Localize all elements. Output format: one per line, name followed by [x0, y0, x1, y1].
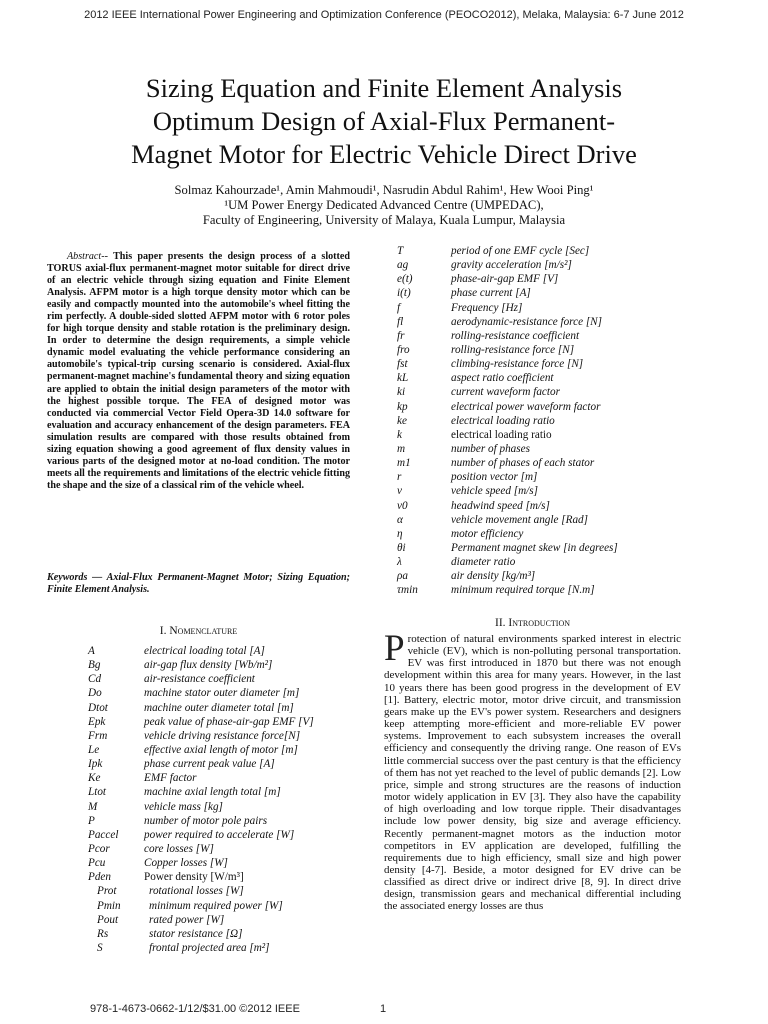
nomenclature-row — [397, 569, 697, 583]
nomenclature-symbol: Ltot — [88, 786, 107, 799]
nomenclature-row — [397, 301, 697, 315]
nomenclature-symbol: i(t) — [397, 287, 411, 300]
nomenclature-row — [88, 686, 368, 700]
nomenclature-definition: climbing-resistance force [N] — [451, 358, 584, 371]
nomenclature-definition: aerodynamic-resistance force [N] — [451, 315, 602, 328]
nomenclature-row — [397, 385, 697, 399]
nomenclature-symbol: fr — [397, 329, 405, 342]
nomenclature-row — [397, 513, 697, 527]
nomenclature-definition: machine stator outer diameter [m] — [144, 687, 300, 700]
nomenclature-symbol: Prot — [97, 885, 117, 898]
nomenclature-row — [397, 442, 697, 456]
nomenclature-definition: Copper losses [W] — [144, 857, 228, 870]
nomenclature-symbol: fro — [397, 343, 410, 356]
nomenclature-row — [397, 583, 697, 597]
nomenclature-definition: Permanent magnet skew [in degrees] — [451, 541, 618, 554]
nomenclature-definition: vehicle speed [m/s] — [451, 485, 538, 498]
nomenclature-symbol: kp — [397, 400, 408, 413]
nomenclature-definition: minimum required torque [N.m] — [451, 584, 595, 597]
nomenclature-definition: number of motor pole pairs — [144, 814, 268, 827]
nomenclature-row — [88, 884, 368, 898]
introduction-body — [384, 628, 681, 913]
nomenclature-row — [88, 785, 368, 799]
nomenclature-row — [88, 856, 368, 870]
nomenclature-row — [88, 941, 368, 955]
nomenclature-row — [397, 371, 697, 385]
nomenclature-symbol: Pcor — [88, 842, 110, 855]
nomenclature-row — [397, 428, 697, 442]
introduction-heading — [384, 617, 681, 629]
nomenclature-row — [397, 414, 697, 428]
nomenclature-definition: vehicle movement angle [Rad] — [451, 513, 588, 526]
nomenclature-symbol: e(t) — [397, 273, 413, 286]
nomenclature-definition: rated power [W] — [149, 913, 225, 926]
page-number: 1 — [380, 1003, 387, 1015]
nomenclature-definition: frontal projected area [m²] — [149, 941, 270, 954]
nomenclature-row — [88, 757, 368, 771]
nomenclature-symbol: Rs — [97, 927, 109, 940]
nomenclature-symbol: Bg — [88, 659, 101, 672]
nomenclature-row — [88, 828, 368, 842]
nomenclature-definition: phase-air-gap EMF [V] — [451, 273, 559, 286]
nomenclature-row — [397, 484, 697, 498]
nomenclature-definition: stator resistance [Ω] — [149, 927, 243, 940]
nomenclature-row — [88, 842, 368, 856]
section-number: II. — [494, 617, 509, 629]
nomenclature-symbol: τmin — [397, 584, 418, 597]
nomenclature-row — [397, 329, 697, 343]
nomenclature-definition: vehicle driving resistance force[N] — [144, 729, 301, 742]
affiliation-line: ¹UM Power Energy Dedicated Advanced Centre (UMPEDAC), — [224, 198, 544, 212]
nomenclature-definition: number of phases of each stator — [451, 457, 595, 470]
affiliation-line: Faculty of Engineering, University of Malaya, Kuala Lumpur, Malaysia — [202, 213, 566, 227]
nomenclature-definition: electrical loading ratio — [451, 428, 552, 441]
nomenclature-symbol: Ipk — [88, 758, 103, 771]
drop-cap: P — [384, 628, 405, 669]
nomenclature-symbol: P — [88, 814, 95, 827]
nomenclature-symbol: ag — [397, 259, 409, 272]
nomenclature-symbol: fst — [397, 358, 408, 371]
nomenclature-definition: EMF factor — [144, 772, 197, 785]
nomenclature-symbol: Ke — [88, 772, 101, 785]
nomenclature-definition: vehicle mass [kg] — [144, 800, 223, 813]
nomenclature-symbol: A — [88, 645, 95, 657]
nomenclature-symbol: v — [397, 485, 402, 498]
nomenclature-definition: Power density [W/m³] — [144, 871, 244, 884]
abstract-label: Abstract-- — [67, 251, 108, 262]
title-line: Magnet Motor for Electric Vehicle Direct Drive — [131, 139, 637, 169]
nomenclature-symbol: Epk — [88, 715, 106, 728]
nomenclature-symbol: kL — [397, 372, 409, 385]
nomenclature-row — [88, 729, 368, 743]
nomenclature-definition: Frequency [Hz] — [451, 301, 523, 314]
nomenclature-definition: diameter ratio — [451, 556, 516, 569]
nomenclature-definition: air-gap flux density [Wb/m²] — [144, 659, 273, 672]
paper-title — [60, 72, 708, 171]
abstract-text: This paper presents the design process of a slotted TORUS axial-flux permanent-magnet motor suitable for direct drive of an electric vehicle through sizing equation and Finite Element Analysis. AFPM motor is a high torque density motor which can be easily and compactly mounted into the automobile's wheel fitting the rim perfectly. A double-sided slotted AFPM motor with 6 rotor poles for high torque density and stable rotation is the preliminary design. In order to determine the design requirements, a simple vehicle dynamic model evaluating the vehicle performance considering an automobile's typical-trip cursing scenario is considered. Axial-flux permanent-magnet machine's fundamental theory and sizing equation are applied to obtain the initial design parameters of the motor with the highest possible torque. The FEA of designed motor was conducted via commercial Vector Field Opera-3D 14.0 software for evaluation and accuracy enhancement of the design parameters. FEA simulation results are compared with those results obtained from sizing equation showing a good agreement of flux density values in various parts of the designed motor at no-load condition. The motor meets all the requirements and limitations of the electric vehicle fitting the shape and the size of a classical rim of the vehicle wheel. — [47, 251, 351, 491]
nomenclature-symbol: Paccel — [88, 828, 119, 841]
nomenclature-row — [397, 286, 697, 300]
nomenclature-symbol: θi — [397, 541, 406, 554]
nomenclature-row — [88, 771, 368, 785]
nomenclature-definition: position vector [m] — [451, 471, 538, 484]
nomenclature-row — [397, 499, 697, 513]
section-title: Nomenclature — [169, 625, 238, 637]
nomenclature-symbol: M — [88, 800, 98, 813]
nomenclature-row — [397, 258, 697, 272]
nomenclature-row — [88, 814, 368, 828]
nomenclature-definition: period of one EMF cycle [Sec] — [451, 245, 590, 257]
nomenclature-definition: minimum required power [W] — [149, 899, 283, 912]
nomenclature-symbol: Do — [88, 687, 102, 700]
footer-isbn: 978-1-4673-0662-1/12/$31.00 ©2012 IEEE — [90, 1003, 300, 1015]
nomenclature-definition: electrical loading total [A] — [144, 645, 265, 657]
nomenclature-row — [88, 644, 368, 658]
nomenclature-symbol: Le — [88, 743, 100, 756]
nomenclature-row — [397, 470, 697, 484]
section-title: Introduction — [508, 617, 571, 629]
nomenclature-row — [397, 272, 697, 286]
nomenclature-definition: electrical loading ratio — [451, 414, 555, 427]
nomenclature-row — [397, 315, 697, 329]
nomenclature-symbol: Pcu — [88, 857, 106, 870]
nomenclature-symbol: m1 — [397, 457, 411, 470]
nomenclature-row — [397, 555, 697, 569]
nomenclature-row — [88, 800, 368, 814]
nomenclature-symbol: Cd — [88, 673, 102, 686]
nomenclature-row — [397, 357, 697, 371]
nomenclature-symbol: fl — [397, 315, 404, 328]
nomenclature-row — [397, 456, 697, 470]
title-line: Sizing Equation and Finite Element Analysis — [145, 73, 623, 103]
nomenclature-row — [88, 927, 368, 941]
nomenclature-definition: core losses [W] — [144, 842, 214, 855]
nomenclature-row — [88, 743, 368, 757]
nomenclature-definition: gravity acceleration [m/s²] — [451, 259, 572, 272]
keywords: Keywords — Axial-Flux Permanent-Magnet Motor; Sizing Equation; Finite Element Analysis. — [47, 572, 350, 596]
nomenclature-row — [88, 672, 368, 686]
nomenclature-definition: power required to accelerate [W] — [144, 828, 295, 841]
nomenclature-symbol: Pmin — [97, 899, 121, 912]
nomenclature-row — [88, 899, 368, 913]
nomenclature-symbol: f — [397, 301, 401, 314]
nomenclature-symbol: λ — [397, 556, 402, 569]
nomenclature-definition: effective axial length of motor [m] — [144, 743, 298, 756]
nomenclature-definition: aspect ratio coefficient — [451, 372, 554, 385]
nomenclature-definition: peak value of phase-air-gap EMF [V] — [144, 715, 314, 728]
nomenclature-symbol: η — [397, 527, 403, 540]
nomenclature-definition: headwind speed [m/s] — [451, 499, 550, 512]
nomenclature-symbol: Frm — [88, 729, 108, 742]
nomenclature-symbol: r — [397, 471, 402, 484]
nomenclature-definition: phase current [A] — [451, 287, 531, 300]
nomenclature-symbol: Pden — [88, 871, 111, 884]
nomenclature-definition: phase current peak value [A] — [144, 758, 275, 771]
nomenclature-symbol: v0 — [397, 499, 408, 512]
conference-header: 2012 IEEE International Power Engineering and Optimization Conference (PEOCO2012), Melaka, Malaysia: 6-7 June 2012 — [84, 9, 684, 21]
nomenclature-definition: rolling-resistance force [N] — [451, 343, 575, 356]
nomenclature-symbol: k — [397, 428, 402, 441]
nomenclature-definition: rotational losses [W] — [149, 885, 244, 898]
nomenclature-definition: electrical power waveform factor — [451, 400, 601, 413]
nomenclature-symbol: ke — [397, 414, 407, 427]
nomenclature-symbol: ρa — [397, 570, 408, 583]
author-block — [0, 183, 768, 228]
nomenclature-list-left — [88, 644, 368, 955]
nomenclature-definition: air-resistance coefficient — [144, 673, 255, 686]
nomenclature-list-right — [397, 244, 697, 598]
nomenclature-definition: number of phases — [451, 442, 530, 455]
nomenclature-symbol: S — [97, 941, 103, 954]
nomenclature-row — [88, 701, 368, 715]
nomenclature-symbol: Dtot — [88, 701, 108, 714]
nomenclature-row — [397, 400, 697, 414]
nomenclature-row — [397, 541, 697, 555]
nomenclature-symbol: α — [397, 513, 403, 526]
authors: Solmaz Kahourzade¹, Amin Mahmoudi¹, Nasrudin Abdul Rahim¹, Hew Wooi Ping¹ — [174, 183, 594, 197]
nomenclature-symbol: ki — [397, 386, 406, 399]
nomenclature-row — [397, 343, 697, 357]
nomenclature-definition: air density [kg/m³] — [451, 570, 536, 583]
nomenclature-definition: current waveform factor — [451, 386, 560, 399]
nomenclature-symbol: m — [397, 442, 406, 455]
section-number: I. — [159, 625, 170, 637]
nomenclature-definition: machine axial length total [m] — [144, 786, 281, 799]
nomenclature-heading — [47, 625, 350, 637]
nomenclature-row — [88, 870, 368, 884]
title-line: Optimum Design of Axial-Flux Permanent- — [152, 106, 616, 136]
nomenclature-row — [88, 658, 368, 672]
nomenclature-symbol: T — [397, 245, 404, 257]
nomenclature-row — [88, 913, 368, 927]
abstract — [47, 251, 350, 492]
nomenclature-row — [397, 244, 697, 258]
introduction-text: rotection of natural environments sparked interest in electric vehicle (EV), which is non-polluting personal transportation. EV was first introduced in 1870 but there was not enough development within this area for many years. However, in the last 10 years there has been good progress in the development of EV [1]. Battery, electric motor, motor drive circuit, and transmission gears make up the EV's power system. Researchers and designers keep attempting more-efficient and more-reliable EV power systems. Improvement to each subsystem increases the overall efficiency and consequently the driving range. One reason of EVs little commercial success over the past century is that the efficiency of them has not yet reached to the level of public demands [2]. Low price, simple and strong structures are the reasons of induction motor widely application in EV [3]. They also have the capability of high overloading and low torque ripple. Their disadvantages include low power density, big size and average efficiency. Recently permanent-magnet motors as the induction motor competitors in EV application are developed, fulfilling the requirements due to high efficiency, small size and high power density [4-7]. Beside, a motor designed for EV drive can be classified as direct drive or indirect drive [8, 9]. In direct drive design, transmission gears and mechanical differential including the associated energy losses are thus — [384, 633, 681, 913]
nomenclature-row — [88, 715, 368, 729]
nomenclature-definition: rolling-resistance coefficient — [451, 329, 580, 342]
nomenclature-definition: motor efficiency — [451, 527, 524, 540]
nomenclature-definition: machine outer diameter total [m] — [144, 701, 294, 714]
nomenclature-row — [397, 527, 697, 541]
nomenclature-symbol: Pout — [97, 913, 119, 926]
